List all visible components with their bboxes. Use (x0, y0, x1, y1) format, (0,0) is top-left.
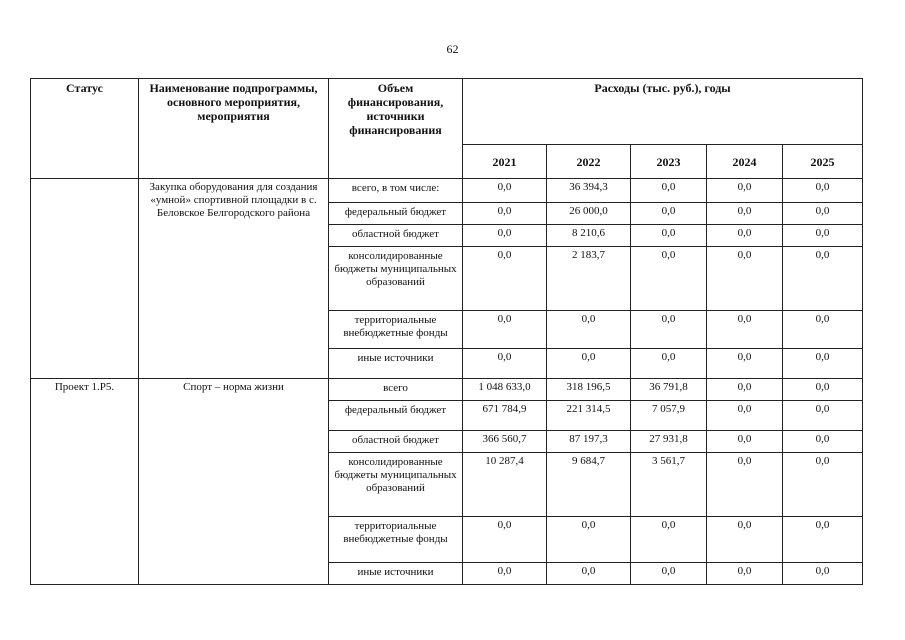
value-cell: 0,0 (707, 349, 783, 379)
value-cell: 0,0 (707, 431, 783, 453)
header-year-2023: 2023 (631, 145, 707, 179)
value-cell: 0,0 (463, 225, 547, 247)
event-name-cell: Закупка оборудования для создания «умной» спортивной площадки в с. Беловское Белгородского района (139, 179, 329, 379)
value-cell: 2 183,7 (547, 247, 631, 311)
value-cell: 0,0 (783, 349, 863, 379)
header-funding: Объем финансирования, источники финансирования (329, 79, 463, 179)
value-cell: 0,0 (707, 563, 783, 585)
value-cell: 0,0 (463, 349, 547, 379)
value-cell: 0,0 (631, 247, 707, 311)
value-cell: 0,0 (783, 247, 863, 311)
source-cell: консолидированные бюджеты муниципальных образований (329, 453, 463, 517)
value-cell: 7 057,9 (631, 401, 707, 431)
value-cell: 0,0 (707, 247, 783, 311)
source-cell: федеральный бюджет (329, 401, 463, 431)
source-cell: областной бюджет (329, 431, 463, 453)
value-cell: 26 000,0 (547, 203, 631, 225)
value-cell: 10 287,4 (463, 453, 547, 517)
header-name: Наименование подпрограммы, основного мероприятия, мероприятия (139, 79, 329, 179)
source-cell: иные источники (329, 563, 463, 585)
event-name-cell: Спорт – норма жизни (139, 379, 329, 585)
value-cell: 0,0 (631, 225, 707, 247)
source-cell: консолидированные бюджеты муниципальных образований (329, 247, 463, 311)
header-expenses: Расходы (тыс. руб.), годы (463, 79, 863, 145)
value-cell: 0,0 (783, 517, 863, 563)
value-cell: 0,0 (707, 225, 783, 247)
value-cell: 0,0 (631, 517, 707, 563)
value-cell: 0,0 (707, 401, 783, 431)
page-number: 62 (446, 42, 459, 56)
value-cell: 671 784,9 (463, 401, 547, 431)
value-cell: 0,0 (783, 179, 863, 203)
value-cell: 0,0 (783, 563, 863, 585)
value-cell: 0,0 (707, 179, 783, 203)
value-cell: 87 197,3 (547, 431, 631, 453)
source-cell: всего (329, 379, 463, 401)
value-cell: 318 196,5 (547, 379, 631, 401)
source-cell: территориальные внебюджетные фонды (329, 311, 463, 349)
header-year-2025: 2025 (783, 145, 863, 179)
value-cell: 9 684,7 (547, 453, 631, 517)
value-cell: 0,0 (463, 563, 547, 585)
source-cell: иные источники (329, 349, 463, 379)
value-cell: 0,0 (547, 563, 631, 585)
source-cell: федеральный бюджет (329, 203, 463, 225)
status-cell (31, 179, 139, 379)
value-cell: 366 560,7 (463, 431, 547, 453)
value-cell: 0,0 (783, 431, 863, 453)
value-cell: 3 561,7 (631, 453, 707, 517)
source-cell: всего, в том числе: (329, 179, 463, 203)
value-cell: 0,0 (463, 203, 547, 225)
value-cell: 0,0 (547, 349, 631, 379)
value-cell: 0,0 (707, 453, 783, 517)
header-year-2024: 2024 (707, 145, 783, 179)
value-cell: 36 394,3 (547, 179, 631, 203)
source-cell: областной бюджет (329, 225, 463, 247)
value-cell: 0,0 (463, 311, 547, 349)
value-cell: 0,0 (547, 311, 631, 349)
value-cell: 0,0 (631, 349, 707, 379)
value-cell: 8 210,6 (547, 225, 631, 247)
value-cell: 0,0 (707, 203, 783, 225)
value-cell: 0,0 (463, 247, 547, 311)
table-row (31, 379, 863, 401)
header-status: Статус (31, 79, 139, 179)
value-cell: 0,0 (783, 401, 863, 431)
table-row (31, 179, 863, 203)
value-cell: 27 931,8 (631, 431, 707, 453)
value-cell: 0,0 (783, 453, 863, 517)
value-cell: 0,0 (463, 517, 547, 563)
value-cell: 0,0 (783, 225, 863, 247)
value-cell: 0,0 (463, 179, 547, 203)
value-cell: 0,0 (707, 379, 783, 401)
value-cell: 1 048 633,0 (463, 379, 547, 401)
value-cell: 0,0 (631, 203, 707, 225)
financing-table (30, 78, 863, 585)
source-cell: территориальные внебюджетные фонды (329, 517, 463, 563)
value-cell: 0,0 (783, 203, 863, 225)
value-cell: 0,0 (783, 311, 863, 349)
header-year-2022: 2022 (547, 145, 631, 179)
value-cell: 0,0 (547, 517, 631, 563)
value-cell: 0,0 (707, 311, 783, 349)
value-cell: 221 314,5 (547, 401, 631, 431)
value-cell: 0,0 (707, 517, 783, 563)
header-year-2021: 2021 (463, 145, 547, 179)
value-cell: 0,0 (631, 311, 707, 349)
value-cell: 36 791,8 (631, 379, 707, 401)
value-cell: 0,0 (631, 179, 707, 203)
value-cell: 0,0 (631, 563, 707, 585)
status-cell: Проект 1.Р5. (31, 379, 139, 585)
value-cell: 0,0 (783, 379, 863, 401)
